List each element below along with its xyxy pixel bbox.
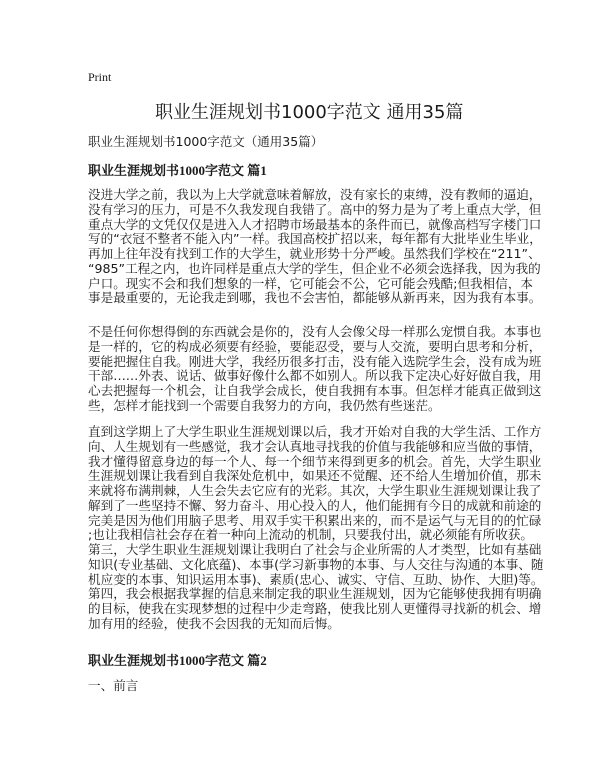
text-line: 户口。现实不会和我们想象的一样，它可能会不公，它可能会残酷;但我相信，本: [88, 275, 534, 291]
text-line: ;也让我相信社会存在着一种向上流动的机制，只要我付出，就必须能有所收获。: [88, 527, 534, 543]
text-line: 生涯规划课让我看到自我深处危机中，如果还不觉醒、还不给人生增加价值，那未: [88, 468, 542, 484]
document-subtitle: 职业生涯规划书1000字范文（通用35篇）: [88, 134, 324, 149]
text-line: 没有学习的压力，可是不久我发现自我错了。高中的努力是为了考上重点大学，但: [88, 201, 542, 217]
text-line: 加有用的经验，使我不会因我的无知而后悔。: [88, 615, 340, 631]
paragraph-2: [88, 325, 541, 414]
text-line: 事是最重要的，无论我走到哪，我也不会害怕，都能够从新再来，因为我有本事。: [88, 290, 542, 306]
section-heading-1: 职业生涯规划书1000字范文 篇1: [88, 163, 267, 178]
text-line: 解到了一些坚持不懈、努力奋斗、用心投入的人，他们能拥有今日的成就和前途的: [88, 497, 542, 513]
text-line: 重点大学的文凭仅仅是进入人才招聘市场最基本的条件而已，就像高档写字楼门口: [88, 216, 542, 232]
text-line: 些，怎样才能找到一个需要自我努力的方向，我仍然有些迷茫。: [88, 397, 441, 413]
text-line: 的目标，使我在实现梦想的过程中少走弯路，使我比别人更懂得寻找新的机会、增: [88, 601, 542, 616]
text-line: 写的“衣冠不整者不能入内”一样。我国高校扩招以来，每年都有大批毕业生毕业，: [88, 231, 542, 247]
text-line: 知识(专业基础、文化底蕴)、本事(学习新事物的本事、与人交往与沟通的本事、随: [88, 556, 544, 572]
text-line: 没进大学之前，我以为上大学就意味着解放，没有家长的束缚，没有教师的逼迫，: [88, 187, 542, 202]
text-line: 要能把握住自我。刚进大学，我经历很多打击，没有能入选院学生会，没有成为班: [88, 353, 542, 369]
text-line: 机应变的本事、知识运用本事)、素质(忠心、诚实、守信、互助、协作、大胆)等。: [88, 571, 544, 587]
page-title: 职业生涯规划书1000字范文 通用35篇: [155, 102, 464, 123]
text-line: 心去把握每一个机会，让自我学会成长，使自我拥有本事。但怎样才能真正做到这: [88, 383, 542, 398]
text-line: 干部……外表、说话、做事好像什么都不如别人。所以我下定决心好好做自我，用: [88, 368, 542, 384]
text-line: 向、人生规划有一些感觉，我才会认真地寻找我的价值与我能够和应当做的事情，: [88, 438, 542, 454]
text-line: 我才懂得留意身边的每一个人、每一个细节来得到更多的机会。首先，大学生职业: [88, 453, 542, 469]
text-line: 第四，我会根据我掌握的信息来制定我的职业生涯规划，因为它能够使我拥有明确: [88, 586, 542, 602]
text-line: 第三，大学生职业生涯规划课让我明白了社会与企业所需的人才类型，比如有基础: [88, 542, 542, 557]
paragraph-1: [88, 188, 542, 306]
section-heading-2: 职业生涯规划书1000字范文 篇2: [88, 653, 267, 668]
text-line: 完美是因为他们用脑子思考、用双手实干积累出来的，而不是运气与无目的的忙碌: [88, 512, 542, 528]
text-line: 不是任何你想得倒的东西就会是你的，没有人会像父母一样那么宠惯自我。本事也: [88, 324, 542, 339]
text-line: 来就将布满荆棘，人生会失去它应有的光彩。其次，大学生职业生涯规划课让我了: [88, 483, 542, 498]
text-line: “985”工程之内，也许同样是重点大学的学生，但企业不必须会选择我，因为我的: [88, 260, 541, 276]
subsection-heading-preface: 一、前言: [88, 678, 139, 693]
text-line: 再加上往年没有找到工作的大学生，就业形势十分严峻。虽然我们学校在“211”、: [88, 246, 541, 261]
paragraph-3: [88, 425, 544, 632]
text-line: 直到这学期上了大学生职业生涯规划课以后，我才开始对自我的大学生活、工作方: [88, 424, 542, 439]
print-link[interactable]: Print: [88, 70, 112, 84]
text-line: 是一样的，它的构成必须要有经验，要能忍受，要与人交流，要明白思考和分析，: [88, 338, 542, 354]
